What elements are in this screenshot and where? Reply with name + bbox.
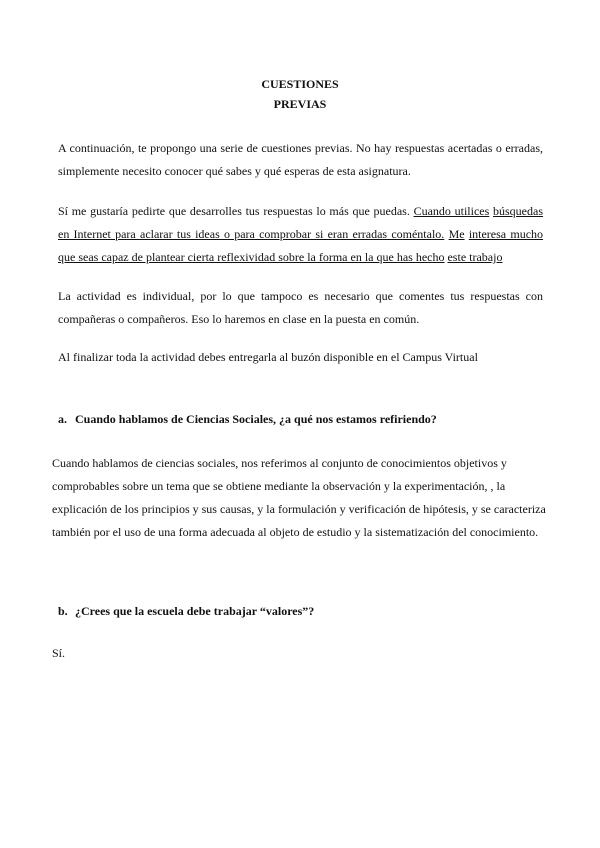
answer-b: Sí. [52,646,66,660]
answer-a: Cuando hablamos de ciencias sociales, nos referimos al conjunto de conocimientos objetivos y comprobables sobre un tema que se obtiene mediante la observación y la experimentación, , la explicación de los principios y sus causas, y la formulación y verificación de hipótesis, y se caracteriza también por el uso de una forma adecuada al objeto de estudio y la sistematización del conocimiento. [52,456,546,539]
question-a [58,412,437,427]
question-b-number: b. [58,604,68,618]
title-line-1: CUESTIONES [261,77,339,91]
question-b [58,604,314,619]
underlined-phrase-1: Cuando utilices [413,204,490,218]
underlined-phrase-2: búsquedas en Internet para aclarar tus ideas o para comprobar si eran erradas coméntalo. [58,204,544,241]
title-line-2: PREVIAS [273,97,327,111]
underlined-phrase-3: Me [448,227,465,241]
question-b-text: ¿Crees que la escuela debe trabajar “valores”? [75,604,315,618]
intro-paragraph-2-lead: Sí me gustaría pedirte que desarrolles tus respuestas lo más que puedas. [58,204,414,218]
intro-paragraph-4: Al finalizar toda la actividad debes entregarla al buzón disponible en el Campus Virtual [58,350,478,364]
intro-paragraph-3: La actividad es individual, por lo que tampoco es necesario que comentes tus respuestas con compañeras o compañeros. Eso lo haremos en clase en la puesta en común. [58,289,543,326]
question-a-number: a. [58,412,67,426]
underlined-phrase-4: interesa mucho que seas capaz de plantear cierta reflexividad sobre la forma en la que has hecho [58,227,544,264]
question-a-text: Cuando hablamos de Ciencias Sociales, ¿a qué nos estamos refiriendo? [75,412,437,426]
intro-paragraph-1: A continuación, te propongo una serie de cuestiones previas. No hay respuestas acertadas o erradas, simplemente necesito conocer qué sabes y qué esperas de esta asignatura. [58,141,543,178]
intro-paragraph-2 [58,200,543,269]
underlined-phrase-5: este trabajo [447,250,503,264]
